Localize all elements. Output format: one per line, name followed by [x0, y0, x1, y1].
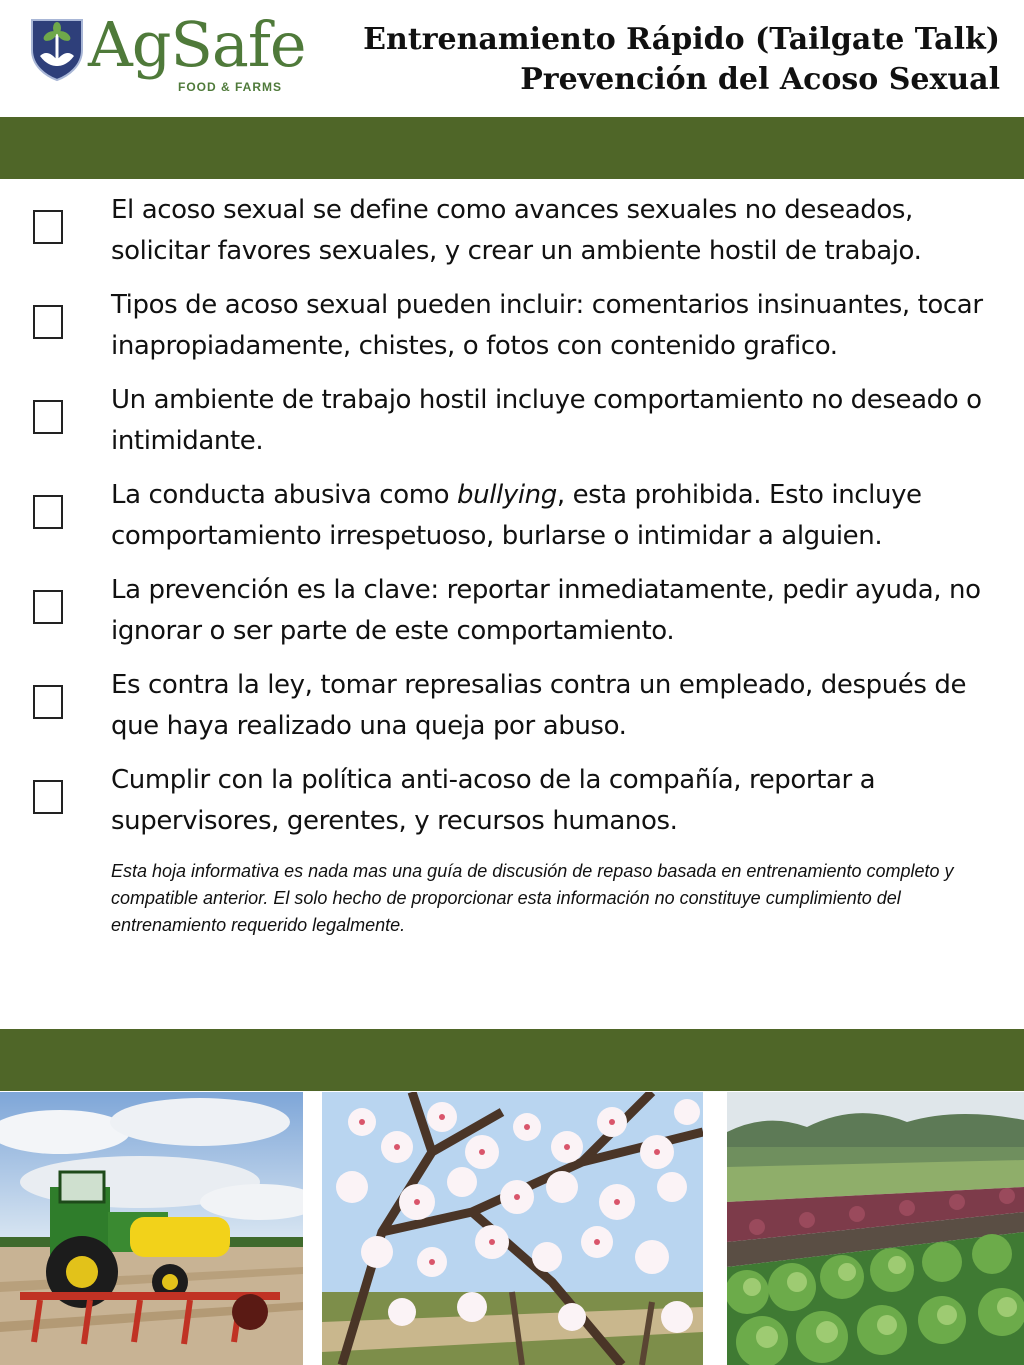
checklist-item-text: Cumplir con la política anti-acoso de la compañía, reportar a supervisores, gerentes, y recursos humanos. [111, 765, 876, 836]
shield-logo-icon [28, 16, 86, 82]
top-green-band [0, 117, 1024, 179]
checkbox-icon [33, 495, 63, 529]
checklist-item [0, 190, 1024, 272]
tractor-photo [0, 1092, 303, 1365]
checklist-item [0, 285, 1024, 367]
checklist-item [0, 665, 1024, 747]
agsafe-logo [26, 8, 306, 112]
checklist-item [0, 380, 1024, 462]
checkbox-icon [33, 400, 63, 434]
checklist-item-text: Tipos de acoso sexual pueden incluir: comentarios insinuantes, tocar inapropiadamente, chistes, o fotos con contenido grafico. [111, 290, 983, 361]
bottom-green-band [0, 1029, 1024, 1091]
checklist-item-text [111, 475, 998, 557]
checkbox-icon [33, 685, 63, 719]
disclaimer: Esta hoja informativa es nada mas una guía de discusión de repaso basada en entrenamiento completo y compatible anterior. El solo hecho de proporcionar esta información no constituye cumplimiento del entrenamiento requerido legalmente. [111, 861, 954, 935]
text-segment: La conducta abusiva como [111, 480, 458, 510]
text-segment: , esta prohibida. Esto incluye comportamiento irrespetuoso, burlarse o intimidar a alguien. [111, 480, 922, 551]
checkbox-icon [33, 305, 63, 339]
checklist-item-text: Un ambiente de trabajo hostil incluye comportamiento no deseado o intimidante. [111, 385, 982, 456]
checkbox-icon [33, 590, 63, 624]
checklist-item [0, 570, 1024, 652]
lettuce-field-photo [727, 1092, 1024, 1365]
checklist-item [0, 475, 1024, 557]
almond-blossom-photo [322, 1092, 703, 1365]
checklist [0, 190, 1024, 855]
checklist-item-text: El acoso sexual se define como avances sexuales no deseados, solicitar favores sexuales, y crear un ambiente hostil de trabajo. [111, 195, 922, 266]
emphasized-term: bullying [457, 480, 557, 510]
checklist-item [0, 760, 1024, 842]
page-title [363, 20, 1000, 100]
title-line-2: Prevención del Acoso Sexual [520, 62, 1000, 97]
logo-subtitle: FOOD & FARMS [178, 80, 282, 94]
title-line-1: Entrenamiento Rápido (Tailgate Talk) [363, 22, 1000, 57]
logo-wordmark: AgSafe [88, 8, 306, 81]
checkbox-icon [33, 210, 63, 244]
checklist-item-text: Es contra la ley, tomar represalias contra un empleado, después de que haya realizado una queja por abuso. [111, 670, 967, 741]
checkbox-icon [33, 780, 63, 814]
checklist-item-text: La prevención es la clave: reportar inmediatamente, pedir ayuda, no ignorar o ser parte de este comportamiento. [111, 575, 981, 646]
